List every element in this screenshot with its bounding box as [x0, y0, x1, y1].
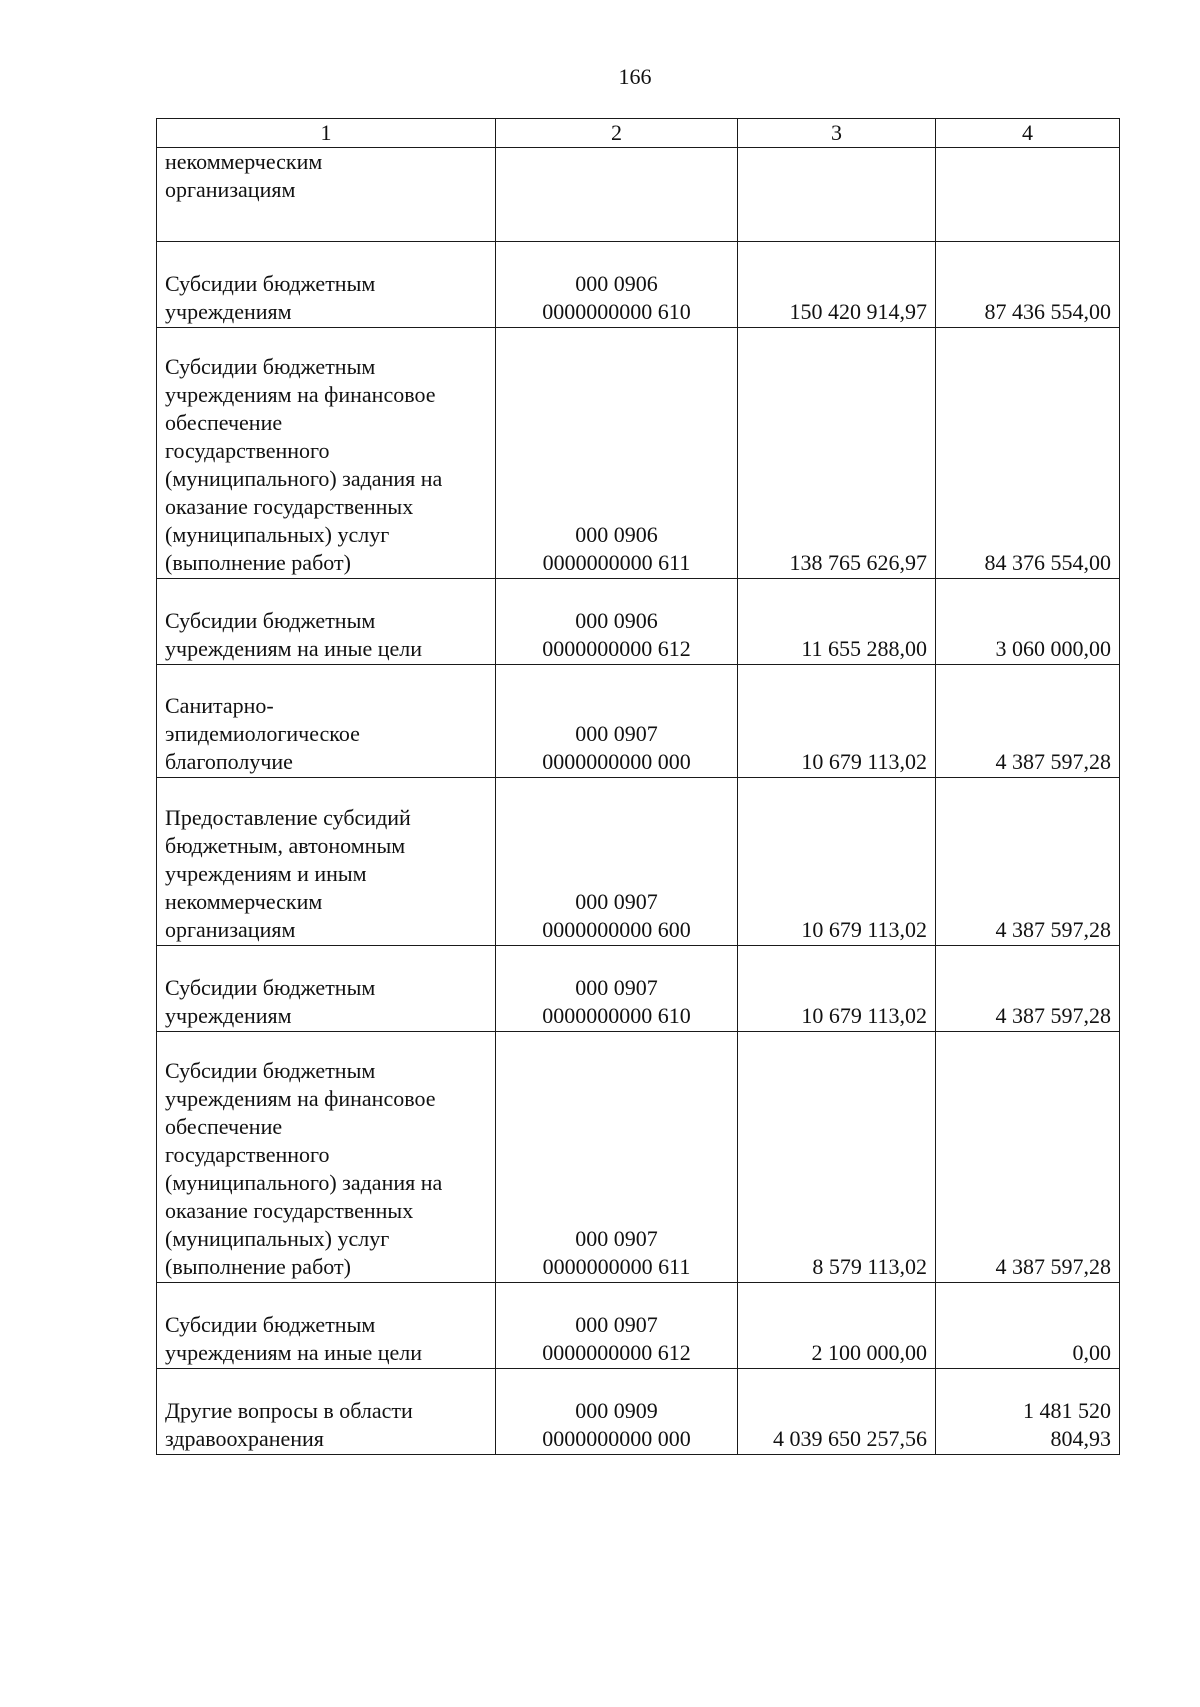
row-value-4: 3 060 000,00: [936, 579, 1120, 665]
column-header-1: 1: [157, 119, 496, 148]
row-value-4: [936, 148, 1120, 242]
table-row: [157, 1283, 1120, 1369]
row-code: 000 0907 0000000000 611: [496, 1032, 738, 1283]
row-value-3: 138 765 626,97: [738, 328, 936, 579]
row-name: Предоставление субсидий бюджетным, автономным учреждениям и иным некоммерческим организациям: [157, 778, 496, 946]
row-name: Санитарно- эпидемиологическое благополучие: [157, 665, 496, 778]
row-name: Субсидии бюджетным учреждениям на иные цели: [157, 1283, 496, 1369]
row-value-4: 4 387 597,28: [936, 778, 1120, 946]
table-row: [157, 242, 1120, 328]
table-row: [157, 665, 1120, 778]
row-name: Субсидии бюджетным учреждениям: [157, 242, 496, 328]
row-code: 000 0907 0000000000 600: [496, 778, 738, 946]
budget-table: [156, 118, 1120, 1455]
row-value-3: 4 039 650 257,56: [738, 1369, 936, 1455]
column-header-2: 2: [496, 119, 738, 148]
row-value-3: 11 655 288,00: [738, 579, 936, 665]
row-value-3: 8 579 113,02: [738, 1032, 936, 1283]
row-code: 000 0906 0000000000 612: [496, 579, 738, 665]
row-value-3: 10 679 113,02: [738, 778, 936, 946]
row-name: Субсидии бюджетным учреждениям на иные цели: [157, 579, 496, 665]
row-value-4: 87 436 554,00: [936, 242, 1120, 328]
column-header-3: 3: [738, 119, 936, 148]
table-row: [157, 946, 1120, 1032]
column-header-4: 4: [936, 119, 1120, 148]
row-name: Субсидии бюджетным учреждениям: [157, 946, 496, 1032]
row-name: некоммерческим организациям: [157, 148, 496, 242]
row-code: 000 0909 0000000000 000: [496, 1369, 738, 1455]
row-value-4: 84 376 554,00: [936, 328, 1120, 579]
row-value-3: 2 100 000,00: [738, 1283, 936, 1369]
table-header-row: [157, 119, 1120, 148]
row-code: 000 0906 0000000000 611: [496, 328, 738, 579]
table-row: [157, 1369, 1120, 1455]
row-value-4: 0,00: [936, 1283, 1120, 1369]
table-row: [157, 778, 1120, 946]
row-name: Другие вопросы в области здравоохранения: [157, 1369, 496, 1455]
row-value-3: 10 679 113,02: [738, 665, 936, 778]
row-code: 000 0907 0000000000 612: [496, 1283, 738, 1369]
row-name: Субсидии бюджетным учреждениям на финансовое обеспечение государственного (муниципального) задания на оказание государственных (муниципальных) услуг (выполнение работ): [157, 328, 496, 579]
row-code: 000 0907 0000000000 610: [496, 946, 738, 1032]
row-value-3: 150 420 914,97: [738, 242, 936, 328]
page-number: 166: [618, 64, 652, 89]
table-row: [157, 1032, 1120, 1283]
row-code: 000 0906 0000000000 610: [496, 242, 738, 328]
row-value-3: 10 679 113,02: [738, 946, 936, 1032]
row-value-3: [738, 148, 936, 242]
table-row: [157, 328, 1120, 579]
row-code: [496, 148, 738, 242]
table-row: [157, 148, 1120, 242]
table-row: [157, 579, 1120, 665]
row-code: 000 0907 0000000000 000: [496, 665, 738, 778]
row-value-4: 4 387 597,28: [936, 946, 1120, 1032]
row-name: Субсидии бюджетным учреждениям на финансовое обеспечение государственного (муниципального) задания на оказание государственных (муниципальных) услуг (выполнение работ): [157, 1032, 496, 1283]
row-value-4: 4 387 597,28: [936, 665, 1120, 778]
row-value-4: 4 387 597,28: [936, 1032, 1120, 1283]
row-value-4: 1 481 520 804,93: [936, 1369, 1120, 1455]
